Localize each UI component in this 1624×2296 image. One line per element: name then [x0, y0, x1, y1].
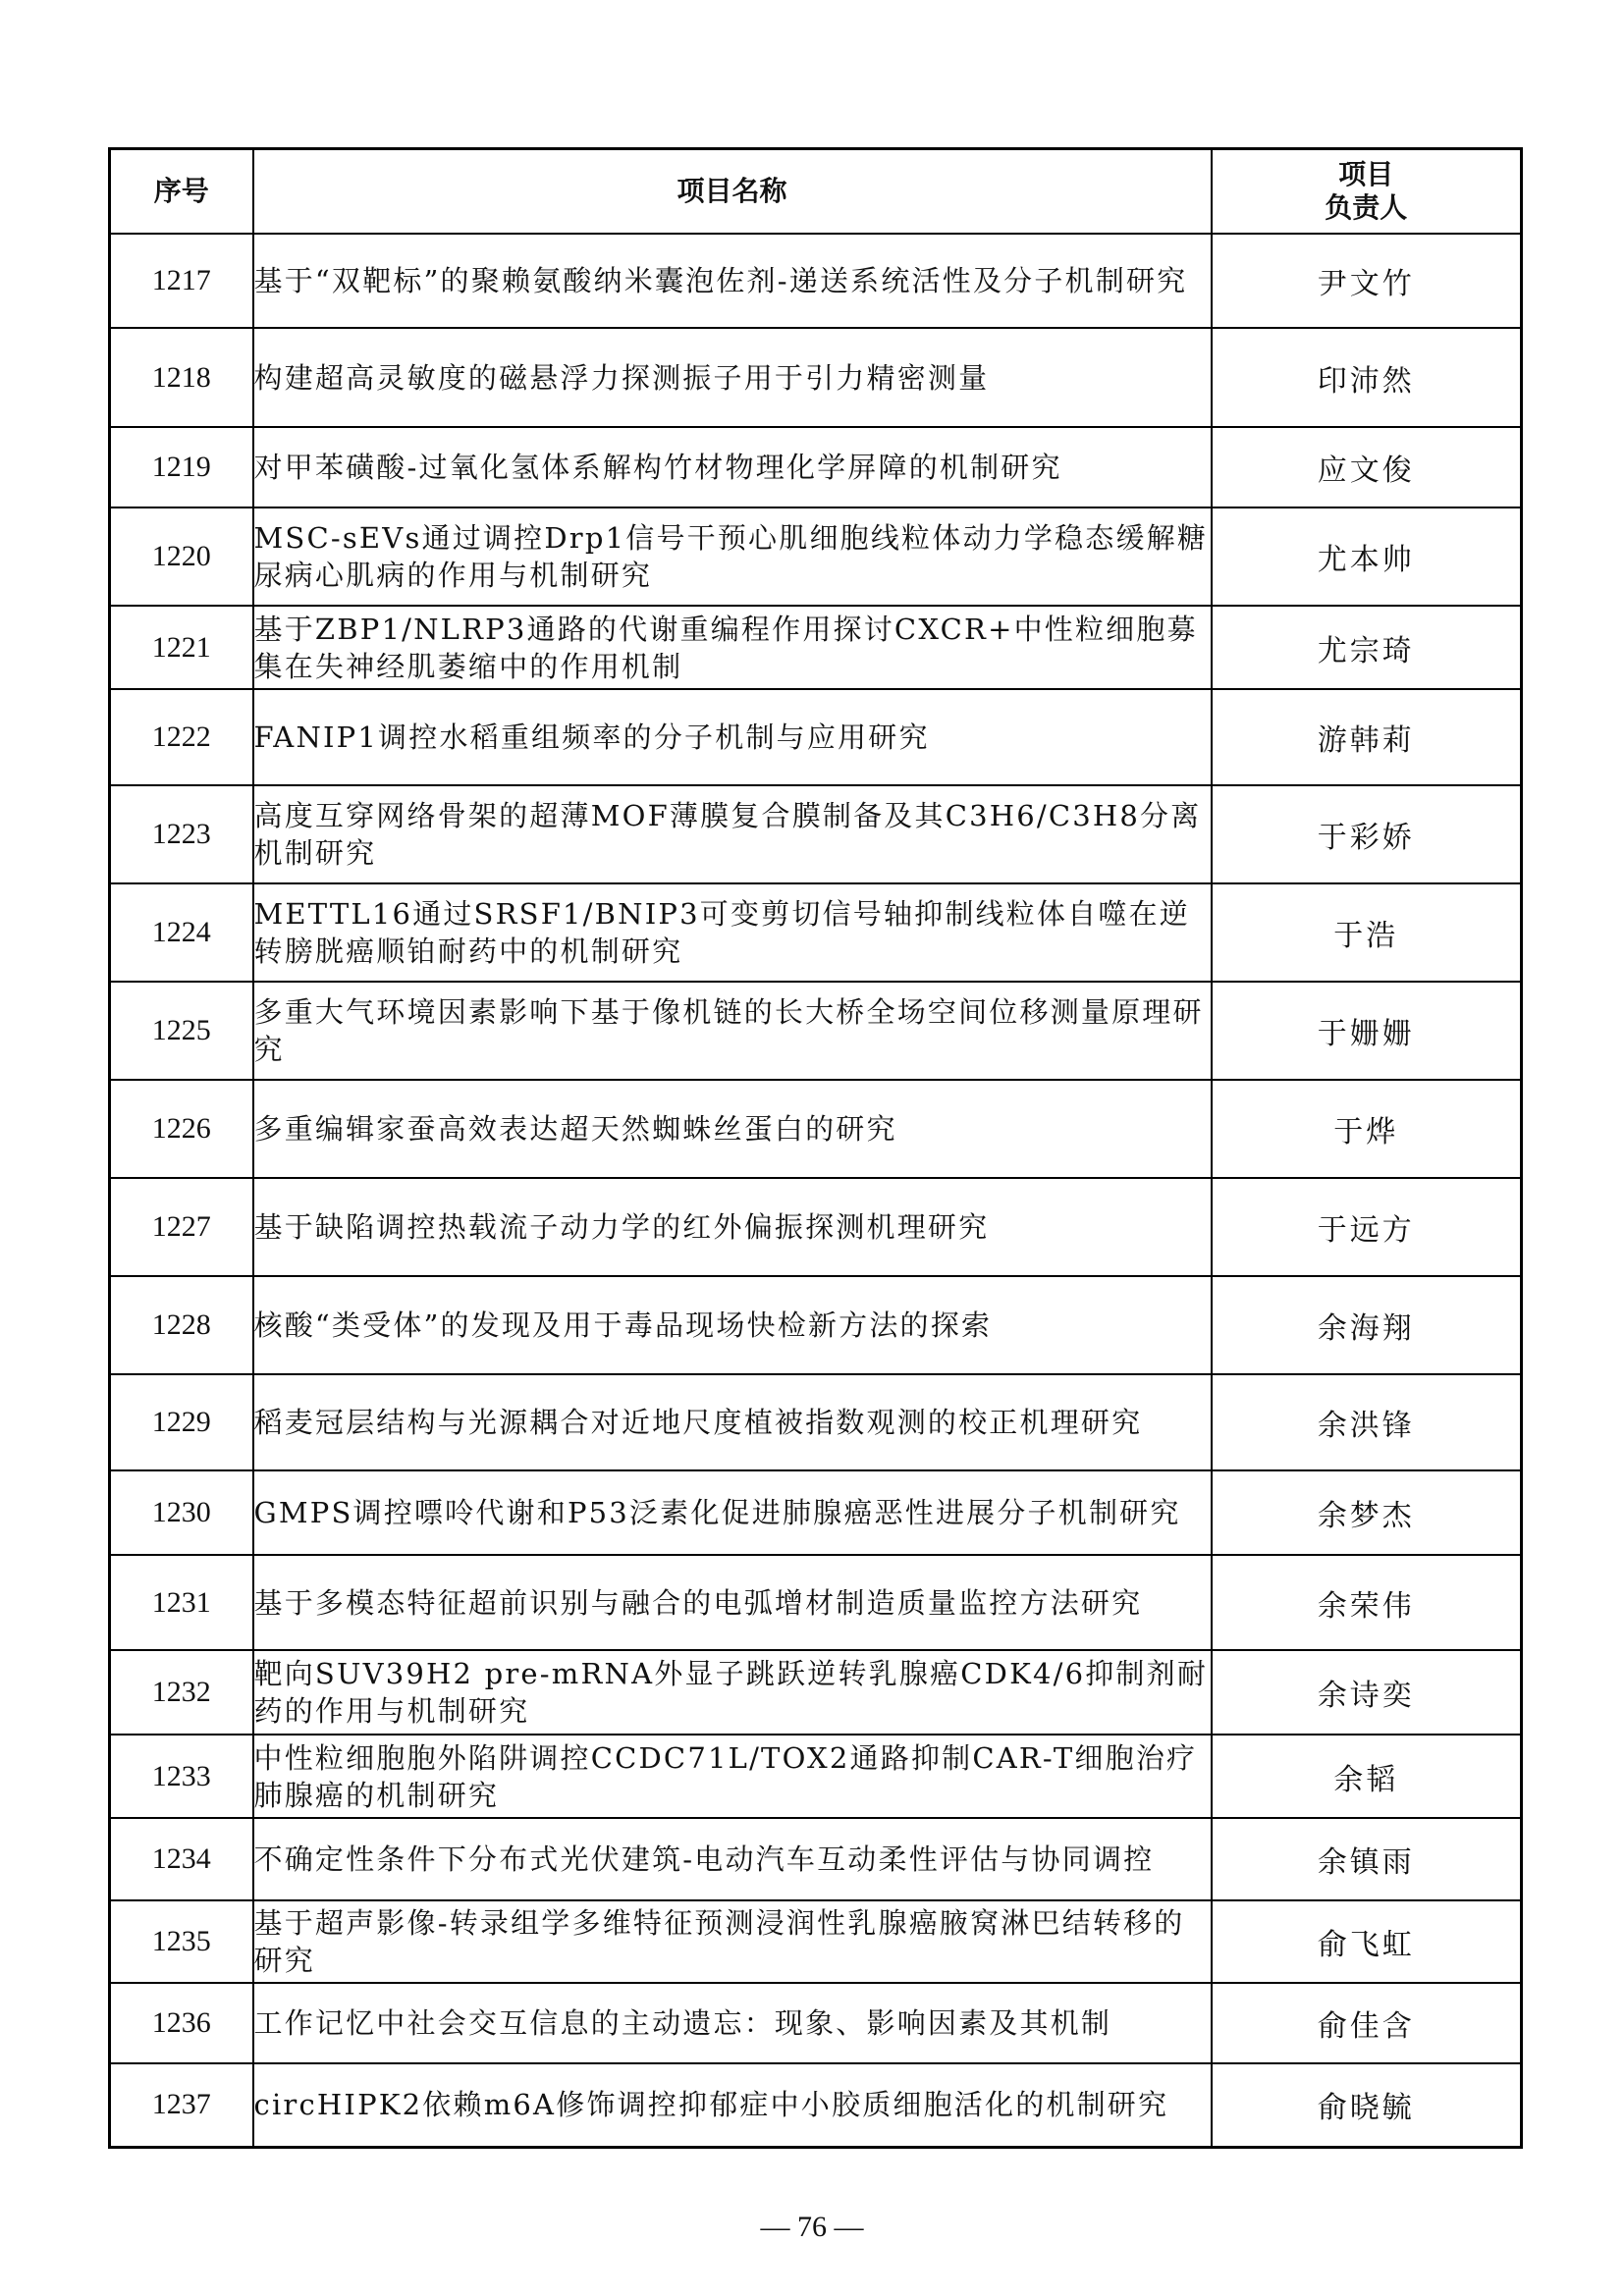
row-owner: 余诗奕 [1212, 1650, 1522, 1735]
row-owner: 于彩娇 [1212, 785, 1522, 883]
row-project-name: 稻麦冠层结构与光源耦合对近地尺度植被指数观测的校正机理研究 [253, 1374, 1212, 1470]
row-owner: 余镇雨 [1212, 1818, 1522, 1900]
row-owner: 印沛然 [1212, 328, 1522, 427]
row-project-name: 高度互穿网络骨架的超薄MOF薄膜复合膜制备及其C3H6/C3H8分离机制研究 [253, 785, 1212, 883]
row-owner: 尤本帅 [1212, 507, 1522, 606]
row-project-name: 基于缺陷调控热载流子动力学的红外偏振探测机理研究 [253, 1178, 1212, 1276]
row-project-name: 多重编辑家蚕高效表达超天然蜘蛛丝蛋白的研究 [253, 1080, 1212, 1178]
header-owner [1212, 149, 1522, 235]
header-owner-line1: 项目 [1338, 158, 1394, 190]
row-id: 1224 [110, 883, 253, 982]
table-row [110, 234, 1522, 328]
row-owner: 余洪锋 [1212, 1374, 1522, 1470]
row-owner: 俞佳含 [1212, 1983, 1522, 2063]
row-project-name: FANIP1调控水稻重组频率的分子机制与应用研究 [253, 689, 1212, 785]
table-row [110, 982, 1522, 1080]
table-row [110, 1983, 1522, 2063]
table-row [110, 328, 1522, 427]
row-project-name: METTL16通过SRSF1/BNIP3可变剪切信号轴抑制线粒体自噬在逆转膀胱癌顺铂耐药中的机制研究 [253, 883, 1212, 982]
table-row [110, 1650, 1522, 1735]
row-id: 1228 [110, 1276, 253, 1374]
row-project-name: 基于多模态特征超前识别与融合的电弧增材制造质量监控方法研究 [253, 1555, 1212, 1650]
row-owner: 于远方 [1212, 1178, 1522, 1276]
row-id: 1229 [110, 1374, 253, 1470]
row-id: 1217 [110, 234, 253, 328]
row-owner: 于姗姗 [1212, 982, 1522, 1080]
table-row [110, 427, 1522, 507]
row-project-name: MSC-sEVs通过调控Drp1信号干预心肌细胞线粒体动力学稳态缓解糖尿病心肌病的作用与机制研究 [253, 507, 1212, 606]
table-row [110, 606, 1522, 689]
table-row [110, 1276, 1522, 1374]
row-id: 1230 [110, 1470, 253, 1555]
table-row [110, 2063, 1522, 2147]
header-name: 项目名称 [253, 149, 1212, 235]
row-project-name: 靶向SUV39H2 pre-mRNA外显子跳跃逆转乳腺癌CDK4/6抑制剂耐药的作用与机制研究 [253, 1650, 1212, 1735]
row-owner: 余海翔 [1212, 1276, 1522, 1374]
table-row [110, 1818, 1522, 1900]
project-table [108, 147, 1523, 2149]
row-project-name: 多重大气环境因素影响下基于像机链的长大桥全场空间位移测量原理研究 [253, 982, 1212, 1080]
row-project-name: GMPS调控嘌呤代谢和P53泛素化促进肺腺癌恶性进展分子机制研究 [253, 1470, 1212, 1555]
row-id: 1222 [110, 689, 253, 785]
row-id: 1223 [110, 785, 253, 883]
row-owner: 于浩 [1212, 883, 1522, 982]
row-id: 1236 [110, 1983, 253, 2063]
table-row [110, 1555, 1522, 1650]
row-id: 1220 [110, 507, 253, 606]
table-row [110, 507, 1522, 606]
row-id: 1221 [110, 606, 253, 689]
page-number: — 76 — [760, 2211, 864, 2243]
row-project-name: 不确定性条件下分布式光伏建筑-电动汽车互动柔性评估与协同调控 [253, 1818, 1212, 1900]
row-id: 1232 [110, 1650, 253, 1735]
row-id: 1234 [110, 1818, 253, 1900]
table-row [110, 1178, 1522, 1276]
row-owner: 尤宗琦 [1212, 606, 1522, 689]
table-row [110, 883, 1522, 982]
row-project-name: 基于超声影像-转录组学多维特征预测浸润性乳腺癌腋窝淋巴结转移的研究 [253, 1900, 1212, 1983]
header-owner-line2: 负责人 [1325, 191, 1408, 224]
table-row [110, 1900, 1522, 1983]
row-owner: 于烨 [1212, 1080, 1522, 1178]
row-id: 1218 [110, 328, 253, 427]
row-owner: 余荣伟 [1212, 1555, 1522, 1650]
row-owner: 游韩莉 [1212, 689, 1522, 785]
table-row [110, 1470, 1522, 1555]
table-header-row [110, 149, 1522, 235]
row-project-name: 工作记忆中社会交互信息的主动遗忘：现象、影响因素及其机制 [253, 1983, 1212, 2063]
row-id: 1226 [110, 1080, 253, 1178]
row-project-name: 核酸“类受体”的发现及用于毒品现场快检新方法的探索 [253, 1276, 1212, 1374]
row-owner: 俞晓毓 [1212, 2063, 1522, 2147]
row-owner: 余韬 [1212, 1735, 1522, 1818]
row-project-name: 基于“双靶标”的聚赖氨酸纳米囊泡佐剂-递送系统活性及分子机制研究 [253, 234, 1212, 328]
table-row [110, 1374, 1522, 1470]
row-id: 1235 [110, 1900, 253, 1983]
row-owner: 应文俊 [1212, 427, 1522, 507]
table-row [110, 1735, 1522, 1818]
row-id: 1237 [110, 2063, 253, 2147]
header-id: 序号 [110, 149, 253, 235]
row-id: 1219 [110, 427, 253, 507]
row-project-name: 中性粒细胞胞外陷阱调控CCDC71L/TOX2通路抑制CAR-T细胞治疗肺腺癌的机制研究 [253, 1735, 1212, 1818]
row-project-name: 基于ZBP1/NLRP3通路的代谢重编程作用探讨CXCR+中性粒细胞募集在失神经肌萎缩中的作用机制 [253, 606, 1212, 689]
row-id: 1225 [110, 982, 253, 1080]
table-row [110, 689, 1522, 785]
table-row [110, 1080, 1522, 1178]
row-owner: 俞飞虹 [1212, 1900, 1522, 1983]
row-id: 1233 [110, 1735, 253, 1818]
row-owner: 余梦杰 [1212, 1470, 1522, 1555]
row-id: 1227 [110, 1178, 253, 1276]
row-owner: 尹文竹 [1212, 234, 1522, 328]
row-id: 1231 [110, 1555, 253, 1650]
row-project-name: circHIPK2依赖m6A修饰调控抑郁症中小胶质细胞活化的机制研究 [253, 2063, 1212, 2147]
row-project-name: 对甲苯磺酸-过氧化氢体系解构竹材物理化学屏障的机制研究 [253, 427, 1212, 507]
row-project-name: 构建超高灵敏度的磁悬浮力探测振子用于引力精密测量 [253, 328, 1212, 427]
table-row [110, 785, 1522, 883]
